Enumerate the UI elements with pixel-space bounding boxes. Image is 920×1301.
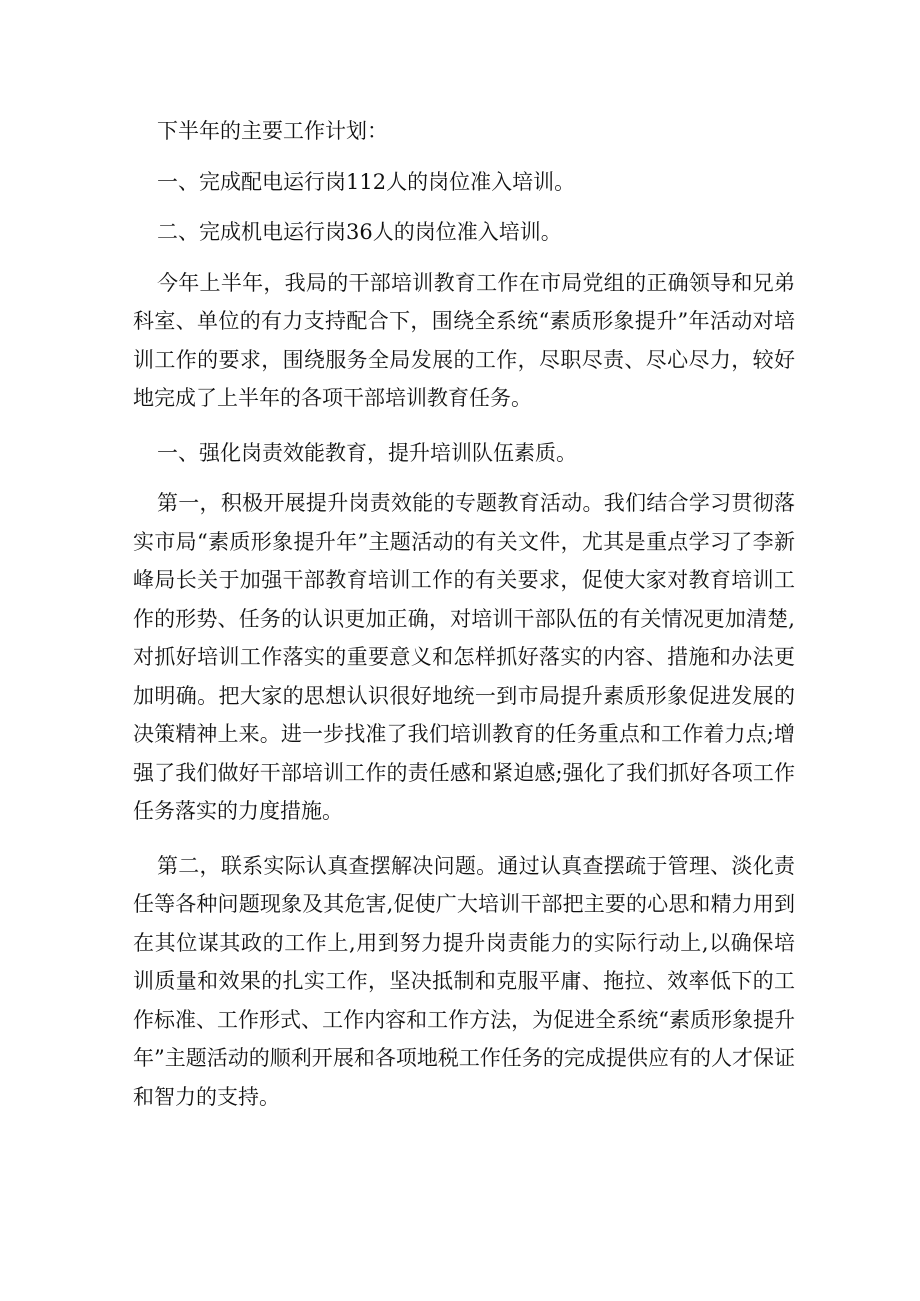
plan-item-1: 一、完成配电运行岗112人的岗位准入培训。 bbox=[157, 169, 576, 194]
summary-paragraph: 今年上半年，我局的干部培训教育工作在市局党组的正确领导和兄弟科室、单位的有力支持配合下，围绕全系统“素质形象提升”年活动对培训工作的要求，围绕服务全局发展的工作，尽职尽责、尽心尽力，较好地完成了上半年的各项干部培训教育任务。 bbox=[133, 270, 795, 410]
body-paragraph-second: 第二，联系实际认真查摆解决问题。通过认真查摆疏于管理、淡化责任等各种问题现象及其危害,促使广大培训干部把主要的心思和精力用到在其位谋其政的工作上,用到努力提升岗责能力的实际行动上,以确保培训质量和效果的扎实工作，坚决抵制和克服平庸、拖拉、效率低下的工作标准、工作形式、工作内容和工作方法，为促进全系统“素质形象提升年”主题活动的顺利开展和各项地税工作任务的完成提供应有的人才保证和智力的支持。 bbox=[133, 853, 795, 1109]
body-paragraph-first: 第一，积极开展提升岗责效能的专题教育活动。我们结合学习贯彻落实市局“素质形象提升年”主题活动的有关文件，尤其是重点学习了李新峰局长关于加强干部教育培训工作的有关要求，促使大家对教育培训工作的形势、任务的认识更加正确，对培训干部队伍的有关情况更加清楚,对抓好培训工作落实的重要意义和怎样抓好落实的内容、措施和办法更加明确。把大家的思想认识很好地统一到市局提升素质形象促进发展的决策精神上来。进一步找准了我们培训教育的任务重点和工作着力点;增强了我们做好干部培训工作的责任感和紧迫感;强化了我们抓好各项工作任务落实的力度措施。 bbox=[133, 491, 795, 823]
section-heading-1: 一、强化岗责效能教育，提升培训队伍素质。 bbox=[157, 440, 577, 465]
plan-item-2: 二、完成机电运行岗36人的岗位准入培训。 bbox=[157, 220, 562, 244]
document-page bbox=[133, 112, 795, 1132]
plan-heading: 下半年的主要工作计划： bbox=[157, 119, 388, 143]
